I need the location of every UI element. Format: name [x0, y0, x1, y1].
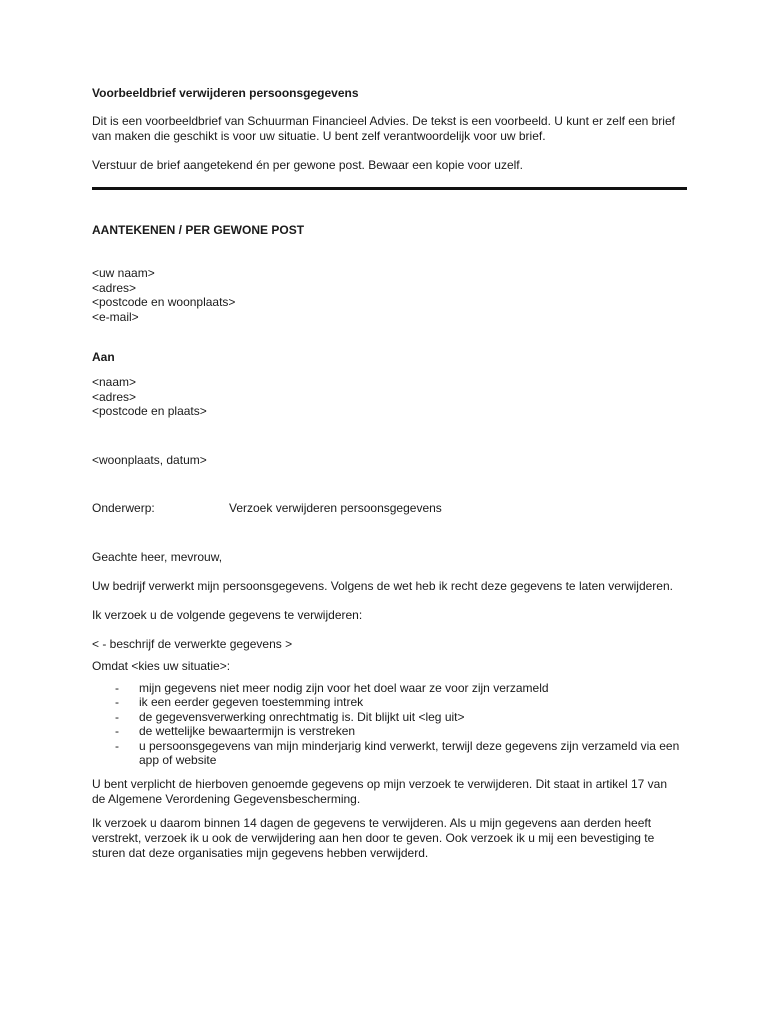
recipient-heading: Aan	[92, 350, 115, 364]
bullet-dash: -	[115, 695, 119, 710]
describe-data: < - beschrijf de verwerkte gegevens >	[92, 636, 293, 651]
intro-text: Dit is een voorbeeldbrief van Schuurman Financieel Advies. De tekst is een voorbeeld. U kunt er zelf een brief van maken die geschikt is voor uw situatie. U bent zelf verantwoordelijk voor uw brief.	[92, 114, 675, 143]
sender-address: <adres>	[92, 280, 137, 295]
sender-postcode-city: <postcode en woonplaats>	[92, 295, 236, 309]
subject-row	[92, 501, 682, 516]
list-item	[92, 710, 682, 725]
mail-heading: AANTEKENEN / PER GEWONE POST	[92, 223, 305, 237]
recipient-block	[92, 375, 682, 419]
subject-label: Onderwerp:	[92, 500, 155, 515]
send-instruction: Verstuur de brief aangetekend én per gewone post. Bewaar een kopie voor uzelf.	[92, 158, 523, 172]
paragraph-4: Ik verzoek u daarom binnen 14 dagen de gegevens te verwijderen. Als u mijn gegevens aan derden heeft verstrekt, verzoek ik u ook de verwijdering aan hen door te geven. Ook verzoek ik u mij een bevestiging te sturen dat deze organisaties mijn gegevens hebben verwijderd.	[92, 816, 655, 861]
reason-text: de wettelijke bewaartermijn is verstreken	[139, 724, 356, 739]
paragraph-3: U bent verplicht de hierboven genoemde gegevens op mijn verzoek te verwijderen. Dit staat in artikel 17 van de Algemene Verordening Gegevensbescherming.	[92, 777, 667, 807]
reason-text: ik een eerder gegeven toestemming intrek	[139, 695, 364, 710]
list-item	[92, 681, 682, 696]
reason-text: de gegevensverwerking onrechtmatig is. Dit blijkt uit <leg uit>	[139, 709, 465, 724]
sender-block	[92, 266, 682, 324]
list-item	[92, 695, 682, 710]
divider	[92, 187, 687, 190]
reason-text: mijn gegevens niet meer nodig zijn voor het doel waar ze voor zijn verzameld	[139, 680, 549, 695]
paragraph-2: Ik verzoek u de volgende gegevens te verwijderen:	[92, 607, 363, 622]
reasons-list	[92, 681, 682, 769]
paragraph-1: Uw bedrijf verwerkt mijn persoonsgegevens. Volgens de wet heb ik recht deze gegevens te laten verwijderen.	[92, 578, 673, 593]
bullet-dash: -	[115, 738, 119, 753]
sender-name: <uw naam>	[92, 266, 155, 280]
letter-page	[92, 86, 682, 861]
place-date: <woonplaats, datum>	[92, 452, 207, 467]
bullet-dash: -	[115, 680, 119, 695]
recipient-postcode-city: <postcode en plaats>	[92, 404, 207, 418]
reason-text: u persoonsgegevens van mijn minderjarig kind verwerkt, terwijl deze gegevens zijn verzameld via een app of website	[139, 738, 680, 768]
recipient-name: <naam>	[92, 375, 137, 389]
salutation: Geachte heer, mevrouw,	[92, 549, 223, 564]
recipient-address: <adres>	[92, 389, 137, 404]
document-title: Voorbeeldbrief verwijderen persoonsgegevens	[92, 86, 359, 100]
subject-value: Verzoek verwijderen persoonsgegevens	[229, 500, 442, 515]
bullet-dash: -	[115, 709, 119, 724]
bullet-dash: -	[115, 724, 119, 739]
list-item	[92, 724, 682, 739]
reason-intro: Omdat <kies uw situatie>:	[92, 658, 231, 673]
list-item	[92, 739, 682, 768]
sender-email: <e-mail>	[92, 309, 139, 324]
